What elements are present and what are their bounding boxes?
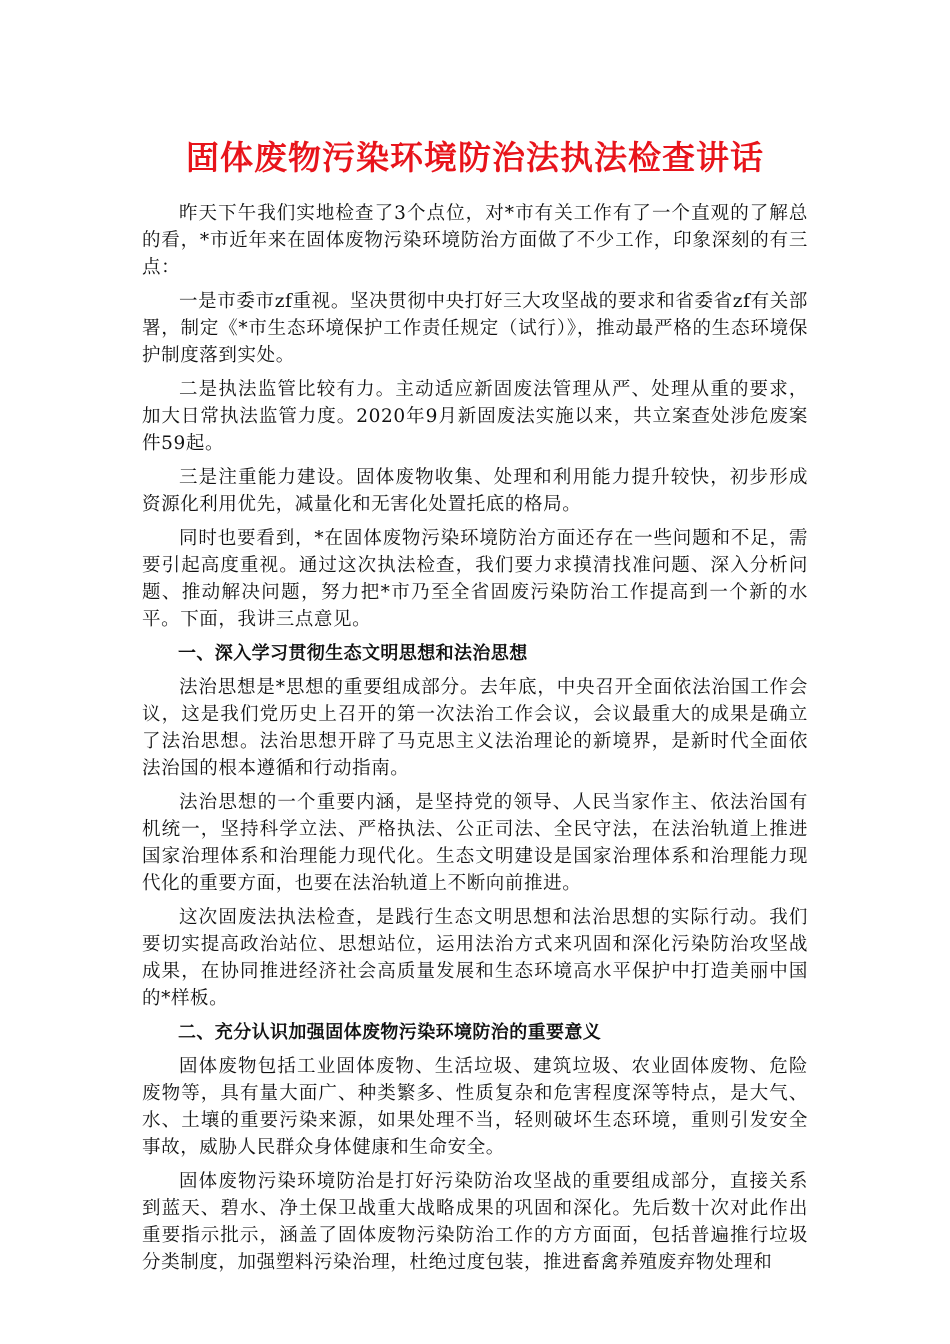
intro-paragraph-4: 三是注重能力建设。固体废物收集、处理和利用能力提升较快，初步形成资源化利用优先，减量化和无害化处置托底的格局。 xyxy=(142,467,808,515)
section-1-paragraph-1: 法治思想是*思想的重要组成部分。去年底，中央召开全面依法治国工作会议，这是我们党历史上召开的第一次法治工作会议，会议最重大的成果是确立了法治思想。法治思想开辟了马克思主义法治理论的新境界，是新时代全面依法治国的根本遵循和行动指南。 xyxy=(142,677,808,779)
document-body xyxy=(142,134,808,1283)
intro-paragraph-1: 昨天下午我们实地检查了3个点位，对*市有关工作有了一个直观的了解总的看，*市近年来在固体废物污染环境防治方面做了不少工作，印象深刻的有三点： xyxy=(142,203,808,278)
section-2-heading: 二、充分认识加强固体废物污染环境防治的重要意义 xyxy=(178,1022,602,1043)
section-2-paragraph-1: 固体废物包括工业固体废物、生活垃圾、建筑垃圾、农业固体废物、危险废物等，具有量大面广、种类繁多、性质复杂和危害程度深等特点，是大气、水、土壤的重要污染来源，如果处理不当，轻则破坏生态环境，重则引发安全事故，威胁人民群众身体健康和生命安全。 xyxy=(142,1056,808,1158)
section-1-heading: 一、深入学习贯彻生态文明思想和法治思想 xyxy=(178,643,528,664)
section-2-paragraph-2: 固体废物污染环境防治是打好污染防治攻坚战的重要组成部分，直接关系到蓝天、碧水、净土保卫战重大战略成果的巩固和深化。先后数十次对此作出重要指示批示，涵盖了固体废物污染防治工作的方方面面，包括普遍推行垃圾分类制度，加强塑料污染治理，杜绝过度包装，推进畜禽养殖废弃物处理和 xyxy=(142,1171,808,1273)
section-1-paragraph-2: 法治思想的一个重要内涵，是坚持党的领导、人民当家作主、依法治国有机统一，坚持科学立法、严格执法、公正司法、全民守法，在法治轨道上推进国家治理体系和治理能力现代化。生态文明建设是国家治理体系和治理能力现代化的重要方面，也要在法治轨道上不断向前推进。 xyxy=(142,792,808,894)
document-title: 固体废物污染环境防治法执法检查讲话 xyxy=(186,138,764,177)
intro-paragraph-2: 一是市委市zf重视。坚决贯彻中央打好三大攻坚战的要求和省委省zf有关部署，制定《*市生态环境保护工作责任规定（试行）》，推动最严格的生态环境保护制度落到实处。 xyxy=(142,291,808,366)
section-1-paragraph-3: 这次固废法执法检查，是践行生态文明思想和法治思想的实际行动。我们要切实提高政治站位、思想站位，运用法治方式来巩固和深化污染防治攻坚战成果，在协同推进经济社会高质量发展和生态环境高水平保护中打造美丽中国的*样板。 xyxy=(142,907,808,1009)
intro-paragraph-3: 二是执法监管比较有力。主动适应新固废法管理从严、处理从重的要求，加大日常执法监管力度。2020年9月新固废法实施以来，共立案查处涉危废案件59起。 xyxy=(142,379,808,454)
intro-paragraph-5: 同时也要看到，*在固体废物污染环境防治方面还存在一些问题和不足，需要引起高度重视。通过这次执法检查，我们要力求摸清找准问题、深入分析问题、推动解决问题，努力把*市乃至全省固废污染防治工作提高到一个新的水平。下面，我讲三点意见。 xyxy=(142,528,808,630)
